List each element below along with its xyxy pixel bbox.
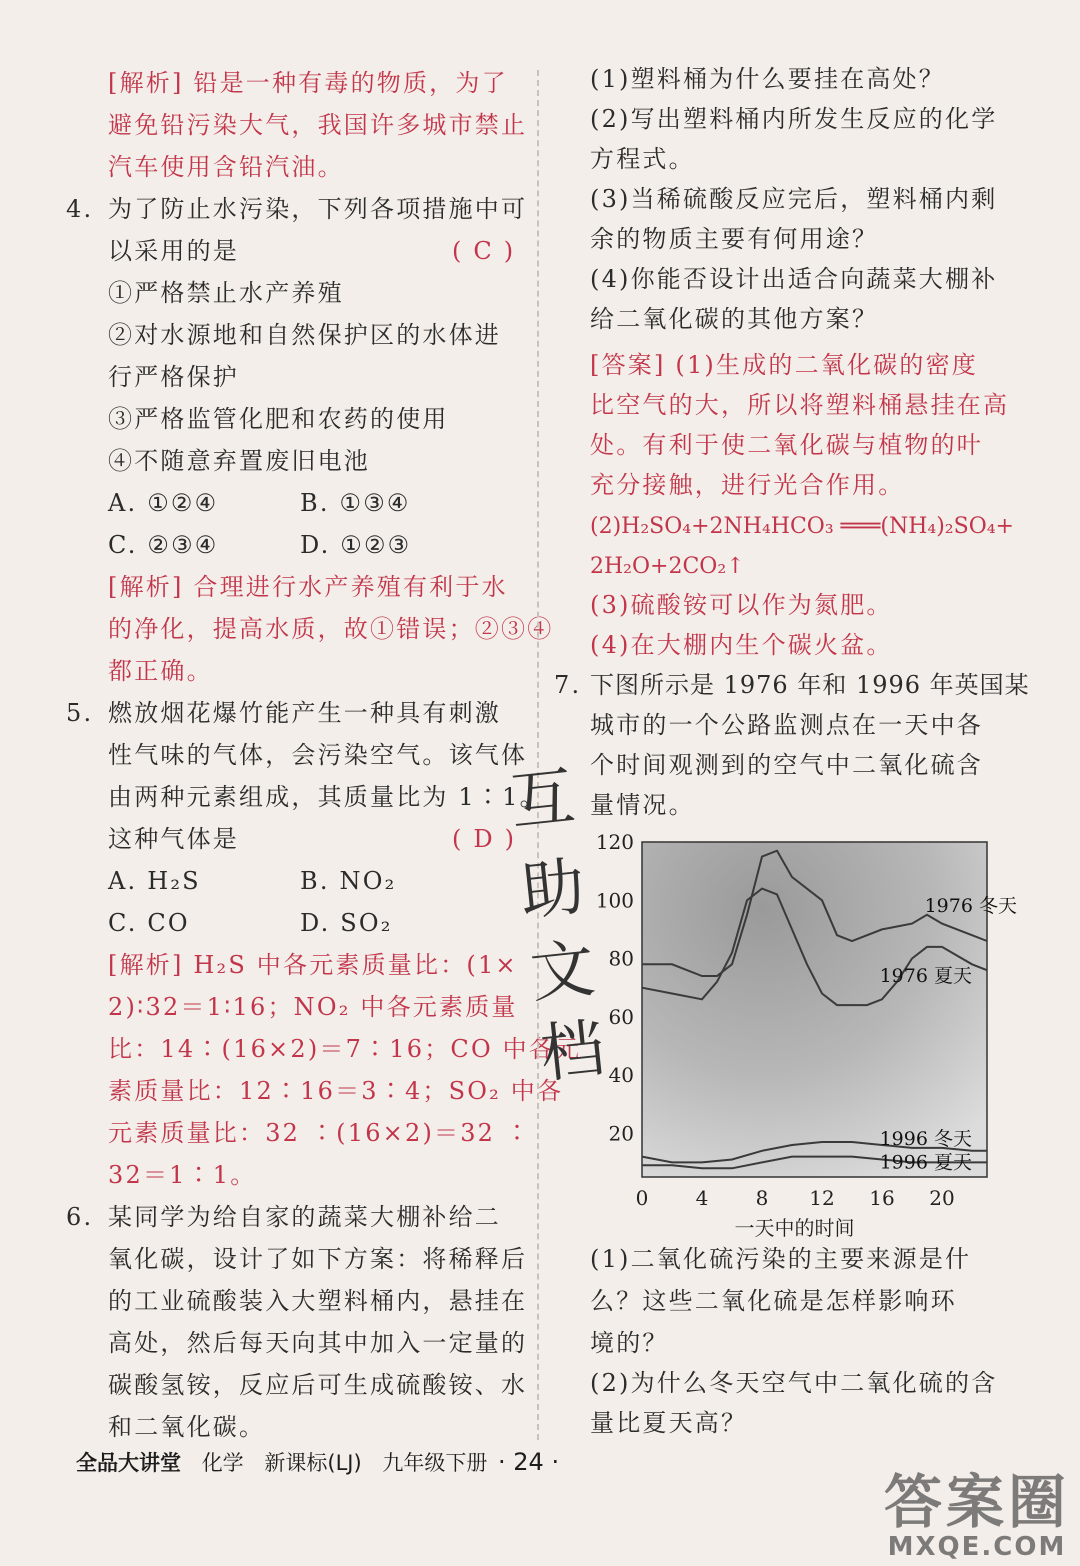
sub-question: 给二氧化碳的其他方案？ xyxy=(590,305,879,333)
series-label: 1996 夏天 xyxy=(879,1151,972,1174)
y-tick-label: 60 xyxy=(608,1004,634,1029)
series-label: 1996 冬天 xyxy=(879,1127,972,1150)
plot-area xyxy=(642,842,987,1177)
so2-line-chart xyxy=(590,830,1017,1240)
question-text: 燃放烟花爆竹能产生一种具有刺激 xyxy=(108,699,501,727)
choice-c: C. ②③④ xyxy=(108,531,219,559)
sub-question: 方程式。 xyxy=(590,145,695,173)
series-label: 1976 冬天 xyxy=(924,894,1017,917)
explanation-line: 的净化，提高水质，故①错误；②③④ xyxy=(108,615,554,643)
explanation-line: 素质量比：12∶16＝3∶4；SO₂ 中各 xyxy=(108,1077,564,1105)
choice-d: D. SO₂ xyxy=(300,909,393,937)
x-tick-label: 8 xyxy=(755,1186,769,1210)
question-text: 的工业硫酸装入大塑料桶内，悬挂在 xyxy=(108,1287,528,1315)
sub-question: (1)塑料桶为什么要挂在高处？ xyxy=(590,65,945,93)
explanation-line: [解析] H₂S 中各元素质量比：(1× xyxy=(108,951,518,979)
option-text: ④不随意弃置废旧电池 xyxy=(108,447,370,475)
question-text: 量情况。 xyxy=(590,791,695,819)
answer-line: (3)硫酸铵可以作为氮肥。 xyxy=(590,591,893,619)
question-text: 城市的一个公路监测点在一天中各 xyxy=(590,711,983,739)
sub-question: 么？这些二氧化硫是怎样影响环 xyxy=(590,1287,957,1315)
question-text: 个时间观测到的空气中二氧化硫含 xyxy=(590,751,983,779)
x-tick-label: 16 xyxy=(869,1186,895,1210)
choice-b: B. ①③④ xyxy=(300,489,411,517)
question-text: 由两种元素组成，其质量比为 1∶1。 xyxy=(108,783,546,811)
answer-line: 比空气的大，所以将塑料桶悬挂在高 xyxy=(590,391,1010,419)
question-text: 和二氧化碳。 xyxy=(108,1413,266,1441)
y-tick-label: 40 xyxy=(608,1063,634,1088)
question-text: 为了防止水污染，下列各项措施中可 xyxy=(108,195,528,223)
question-number: 5. xyxy=(66,699,94,727)
explanation-line: 汽车使用含铅汽油。 xyxy=(108,153,344,181)
answer-line: [答案] (1)生成的二氧化碳的密度 xyxy=(590,351,978,379)
grade-label: 九年级下册 xyxy=(382,1451,488,1475)
handwriting-char: 档 xyxy=(536,1011,609,1093)
explanation-line: 32＝1∶1。 xyxy=(108,1161,257,1189)
answer-mark: ( C ) xyxy=(452,237,516,265)
question-number: 4. xyxy=(66,195,94,223)
x-axis-label: 一天中的时间 xyxy=(734,1216,855,1240)
handwriting-char: 助 xyxy=(516,849,589,931)
x-tick-label: 4 xyxy=(695,1186,709,1210)
page-footer xyxy=(76,1447,559,1477)
sub-question: (2)为什么冬天空气中二氧化硫的含 xyxy=(590,1369,998,1397)
sub-question: 余的物质主要有何用途？ xyxy=(590,225,879,253)
question-number: 7. xyxy=(554,671,582,699)
explanation-line: 都正确。 xyxy=(108,657,213,685)
choice-c: C. CO xyxy=(108,909,190,937)
sub-question: (2)写出塑料桶内所发生反应的化学 xyxy=(590,105,998,133)
sub-question: (1)二氧化硫污染的主要来源是什 xyxy=(590,1245,972,1273)
question-text: 性气味的气体，会污染空气。该气体 xyxy=(108,741,528,769)
explanation-line: 避免铅污染大气，我国许多城市禁止 xyxy=(108,111,528,139)
sub-question: 境的？ xyxy=(590,1329,669,1357)
option-text: 行严格保护 xyxy=(108,363,239,391)
answer-line: 处。有利于使二氧化碳与植物的叶 xyxy=(590,431,983,459)
explanation-line: [解析] 铅是一种有毒的物质，为了 xyxy=(108,69,508,97)
question-number: 6. xyxy=(66,1203,94,1231)
explanation-line: 比：14∶(16×2)＝7∶16；CO 中各元 xyxy=(108,1035,582,1063)
question-text: 这种气体是 xyxy=(108,825,239,853)
handwriting-char: 互 xyxy=(506,759,579,841)
y-tick-label: 80 xyxy=(608,946,634,971)
question-text: 碳酸氢铵，反应后可生成硫酸铵、水 xyxy=(108,1371,528,1399)
chemical-equation: (2)H₂SO₄+2NH₄HCO₃ ═══(NH₄)₂SO₄+ xyxy=(590,514,1014,539)
option-text: ①严格禁止水产养殖 xyxy=(108,279,344,307)
x-tick-label: 20 xyxy=(929,1186,955,1210)
question-text: 下图所示是 1976 年和 1996 年英国某 xyxy=(590,671,1030,699)
handwriting-char: 文 xyxy=(526,931,599,1013)
choice-a: A. ①②④ xyxy=(108,489,219,517)
x-tick-label: 12 xyxy=(809,1186,835,1210)
explanation-line: 元素质量比：32 ∶(16×2)＝32 ∶ xyxy=(108,1119,532,1147)
series-label: 1976 夏天 xyxy=(879,964,972,987)
edition-label: 新课标(LJ) xyxy=(264,1451,362,1475)
answer-line: 充分接触，进行光合作用。 xyxy=(590,471,905,499)
question-text: 高处，然后每天向其中加入一定量的 xyxy=(108,1329,528,1357)
y-tick-label: 100 xyxy=(595,888,634,913)
answer-mark: ( D ) xyxy=(452,825,517,853)
question-text: 某同学为给自家的蔬菜大棚补给二 xyxy=(108,1203,501,1231)
subject-label: 化学 xyxy=(201,1451,244,1475)
choice-d: D. ①②③ xyxy=(300,531,412,559)
sub-question: (4)你能否设计出适合向蔬菜大棚补 xyxy=(590,265,998,293)
sub-question: (3)当稀硫酸反应完后，塑料桶内剩 xyxy=(590,185,998,213)
option-text: ②对水源地和自然保护区的水体进 xyxy=(108,321,501,349)
question-text: 氧化碳，设计了如下方案：将稀释后 xyxy=(108,1245,528,1273)
brand-name: 全品大讲堂 xyxy=(76,1451,181,1475)
sub-question: 量比夏天高？ xyxy=(590,1409,748,1437)
page-number: · 24 · xyxy=(498,1448,560,1476)
choice-b: B. NO₂ xyxy=(300,867,397,895)
y-tick-label: 120 xyxy=(595,830,634,854)
choice-a: A. H₂S xyxy=(108,867,201,895)
question-text: 以采用的是 xyxy=(108,237,239,265)
explanation-line: [解析] 合理进行水产养殖有利于水 xyxy=(108,573,508,601)
answer-line: (4)在大棚内生个碳火盆。 xyxy=(590,631,893,659)
x-tick-label: 0 xyxy=(635,1186,649,1210)
y-tick-label: 20 xyxy=(608,1121,634,1146)
explanation-line: 2)∶32＝1∶16；NO₂ 中各元素质量 xyxy=(108,993,518,1021)
option-text: ③严格监管化肥和农药的使用 xyxy=(108,405,449,433)
watermark-logo: 答案圈 MXQE.COM xyxy=(883,1468,1070,1562)
chemical-equation: 2H₂O+2CO₂↑ xyxy=(590,554,745,579)
